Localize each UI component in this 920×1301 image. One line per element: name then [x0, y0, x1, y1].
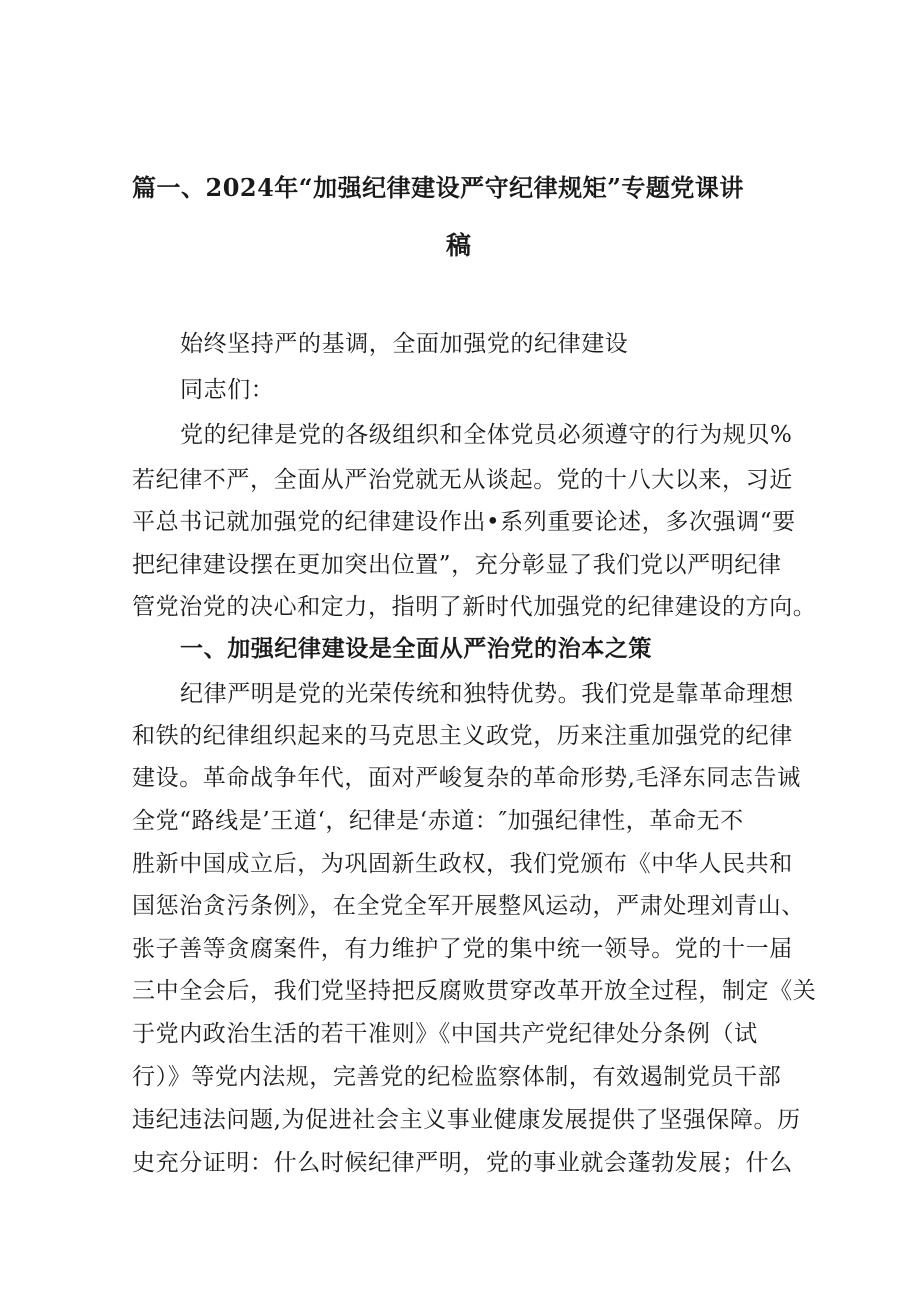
paragraph-2-line: 全党“路线是’王道‘，纪律是‘赤道：″加强纪律性，革命无不 — [132, 808, 744, 834]
paragraph-2-line: 违纪违法问题,为促进社会主义事业健康发展提供了坚强保障。历 — [132, 1107, 801, 1133]
subtitle: 始终坚持严的基调，全面加强党的纪律建设 — [180, 331, 629, 357]
paragraph-2-line: 史充分证明：什么时候纪律严明，党的事业就会蓬勃发展；什么 — [132, 1150, 793, 1176]
paragraph-2-line: 行）》等党内法规，完善党的纪检监察体制，有效遏制党员干部 — [132, 1064, 782, 1090]
paragraph-2-line: 三中全会后，我们党坚持把反腐败贯穿改革开放全过程，制定《关 — [132, 978, 817, 1004]
document-title-line-2: 稿 — [446, 231, 472, 260]
section-heading-1: 一、加强纪律建设是全面从严治党的治本之策 — [180, 635, 652, 662]
paragraph-1-line: 党的纪律是党的各级组织和全体党员必须遵守的行为规贝% — [180, 422, 793, 448]
salutation: 同志们： — [180, 377, 275, 403]
paragraph-2-line: 胜新中国成立后，为巩固新生政权，我们党颁布《中华人民共和 — [132, 851, 793, 877]
paragraph-1-line: 管党治党的决心和定力，指明了新时代加强党的纪律建设的方向。 — [132, 594, 817, 620]
document-title-line-1: 篇一、2024年“加强纪律建设严守纪律规矩”专题党课讲 — [132, 173, 744, 202]
paragraph-1-line: 平总书记就加强党的纪律建设作出•系列重要论述，多次强调“要 — [132, 509, 796, 535]
paragraph-2-line: 于党内政治生活的若干准则》《中国共产党纪律处分条例（试 — [132, 1021, 758, 1047]
paragraph-1-line: 若纪律不严，全面从严治党就无从谈起。党的十八大以来，习近 — [132, 467, 793, 493]
paragraph-2-line: 国惩治贪污条例》，在全党全军开展整风运动，严肃处理刘青山、 — [132, 893, 805, 919]
paragraph-2-line: 张子善等贪腐案件，有力维护了党的集中统一领导。党的十一届 — [132, 936, 793, 962]
paragraph-2-line: 和铁的纪律组织起来的马克思主义政党，历来注重加强党的纪律 — [132, 723, 793, 749]
paragraph-1-line: 把纪律建设摆在更加突出位置”，充分彰显了我们党以严明纪律 — [132, 552, 782, 578]
paragraph-2-line: 建设。革命战争年代，面对严峻复杂的革命形势,毛泽东同志告诫 — [132, 765, 801, 791]
paragraph-2-line: 纪律严明是党的光荣传统和独特优势。我们党是靠革命理想 — [180, 681, 794, 707]
